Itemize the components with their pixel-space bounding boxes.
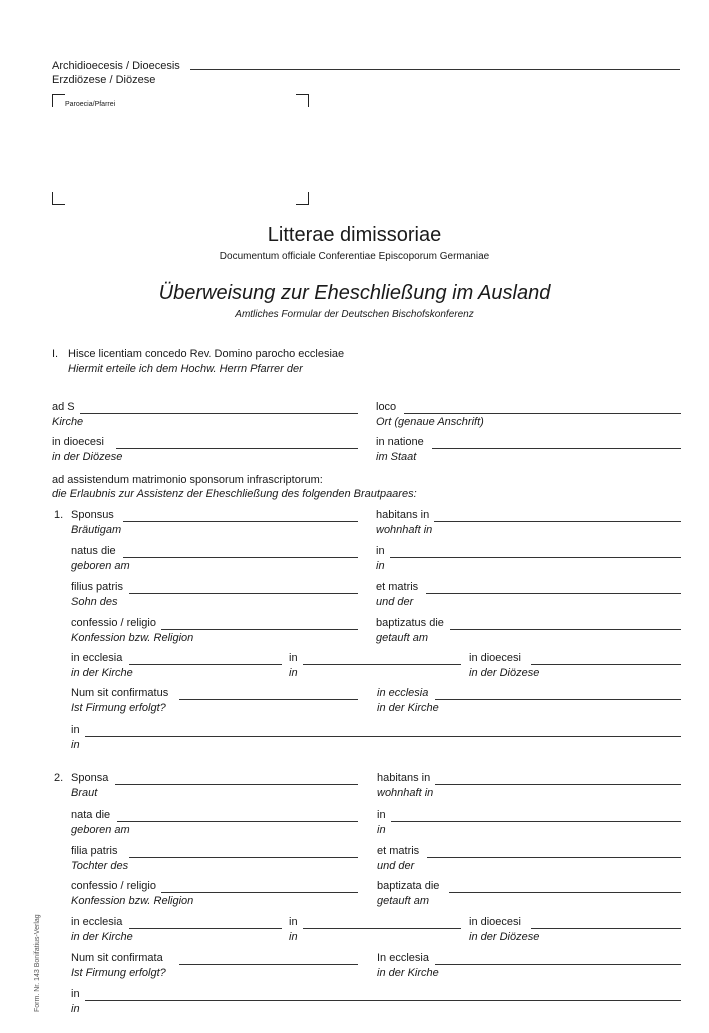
groom-confirmatus-label-de: Ist Firmung erfolgt? xyxy=(71,702,166,714)
bride-sponsa-input[interactable] xyxy=(115,784,358,785)
in-natione-input[interactable] xyxy=(432,448,681,449)
bride-confirm-place-label: in xyxy=(71,988,80,1000)
german-subtitle: Amtliches Formular der Deutschen Bischofskonferenz xyxy=(235,309,474,320)
bride-ecclesia-place-label: in xyxy=(289,916,298,928)
groom-birthplace-label: in xyxy=(376,545,385,557)
bride-confirm-place-label-de: in xyxy=(71,1003,80,1015)
groom-ecclesia-place-label-de: in xyxy=(289,667,298,679)
groom-confessio-input[interactable] xyxy=(161,629,358,630)
latin-subtitle: Documentum officiale Conferentiae Episcoporum Germaniae xyxy=(219,251,490,262)
archdiocese-field[interactable] xyxy=(190,69,680,70)
groom-confirm-ecclesia-input[interactable] xyxy=(435,699,681,700)
bride-father-label: filia patris xyxy=(71,845,118,857)
bride-nata-input[interactable] xyxy=(117,821,358,822)
loco-label: loco xyxy=(376,401,397,413)
bride-birthplace-label: in xyxy=(377,809,386,821)
bride-confessio-label-de: Konfession bzw. Religion xyxy=(71,895,194,907)
in-dioecesi-label-de: in der Diözese xyxy=(52,451,123,463)
loco-label-de: Ort (genaue Anschrift) xyxy=(376,416,484,428)
groom-number: 1. xyxy=(54,509,64,521)
groom-confirm-ecclesia-label-de: in der Kirche xyxy=(377,702,439,714)
groom-sponsus-label-de: Bräutigam xyxy=(71,524,122,536)
groom-ecclesia-label: in ecclesia xyxy=(71,652,123,664)
groom-mother-label-de: und der xyxy=(376,596,414,608)
bride-mother-label: et matris xyxy=(377,845,420,857)
bride-confirmata-input[interactable] xyxy=(179,964,358,965)
bride-dioecesi-label: in dioecesi xyxy=(469,916,521,928)
section-i-number: I. xyxy=(52,348,59,360)
bride-baptizata-input[interactable] xyxy=(449,892,681,893)
groom-confirm-place-label: in xyxy=(71,724,80,736)
ad-s-label-de: Kirche xyxy=(52,416,84,428)
ad-s-input[interactable] xyxy=(80,413,358,414)
bride-nata-label: nata die xyxy=(71,809,111,821)
address-corner-tl xyxy=(52,94,65,107)
parish-address-field[interactable] xyxy=(62,112,290,190)
archdiocese-label: Archidioecesis / Dioecesis xyxy=(52,60,180,72)
bride-ecclesia-label: in ecclesia xyxy=(71,916,123,928)
bride-baptizata-label-de: getauft am xyxy=(377,895,429,907)
groom-confessio-label: confessio / religio xyxy=(71,617,156,629)
bride-mother-input[interactable] xyxy=(427,857,681,858)
bride-sponsa-label: Sponsa xyxy=(71,772,109,784)
groom-baptizatus-label: baptizatus die xyxy=(376,617,444,629)
bride-birthplace-input[interactable] xyxy=(391,821,681,822)
archdiocese-label-de: Erzdiözese / Diözese xyxy=(52,74,156,86)
bride-confessio-input[interactable] xyxy=(161,892,358,893)
bride-mother-label-de: und der xyxy=(377,860,415,872)
address-corner-bl xyxy=(52,192,65,205)
bride-ecclesia-place-label-de: in xyxy=(289,931,298,943)
groom-birthplace-label-de: in xyxy=(376,560,385,572)
groom-dioecesi-label-de: in der Diözese xyxy=(469,667,540,679)
bride-dioecesi-label-de: in der Diözese xyxy=(469,931,540,943)
groom-baptizatus-input[interactable] xyxy=(450,629,681,630)
address-corner-tr xyxy=(296,94,309,107)
bride-confirmata-label: Num sit confirmata xyxy=(71,952,163,964)
bride-number: 2. xyxy=(54,772,64,784)
groom-birthplace-input[interactable] xyxy=(390,557,681,558)
groom-mother-input[interactable] xyxy=(426,593,681,594)
groom-confessio-label-de: Konfession bzw. Religion xyxy=(71,632,194,644)
in-dioecesi-input[interactable] xyxy=(116,448,358,449)
ad-s-label: ad S xyxy=(52,401,75,413)
groom-father-label: filius patris xyxy=(71,581,123,593)
groom-baptizatus-label-de: getauft am xyxy=(376,632,428,644)
groom-ecclesia-input[interactable] xyxy=(129,664,282,665)
groom-sponsus-input[interactable] xyxy=(123,521,358,522)
groom-dioecesi-input[interactable] xyxy=(531,664,681,665)
groom-sponsus-label: Sponsus xyxy=(71,509,114,521)
bride-habitans-input[interactable] xyxy=(435,784,681,785)
in-dioecesi-label: in dioecesi xyxy=(52,436,104,448)
form-number: Form. Nr. 143 Bonifatius-Verlag xyxy=(34,914,41,1012)
bride-confessio-label: confessio / religio xyxy=(71,880,156,892)
bride-confirm-place-input[interactable] xyxy=(85,1000,681,1001)
groom-father-label-de: Sohn des xyxy=(71,596,118,608)
loco-input[interactable] xyxy=(404,413,681,414)
groom-habitans-input[interactable] xyxy=(434,521,681,522)
bride-father-label-de: Tochter des xyxy=(71,860,129,872)
bride-birthplace-label-de: in xyxy=(377,824,386,836)
bride-confirm-ecclesia-label-de: in der Kirche xyxy=(377,967,439,979)
bride-ecclesia-place-input[interactable] xyxy=(303,928,461,929)
bride-habitans-label: habitans in xyxy=(377,772,431,784)
groom-confirm-place-input[interactable] xyxy=(85,736,681,737)
bride-father-input[interactable] xyxy=(129,857,358,858)
groom-natus-label-de: geboren am xyxy=(71,560,130,572)
groom-confirmatus-label: Num sit confirmatus xyxy=(71,687,169,699)
assist-german: die Erlaubnis zur Assistenz der Eheschließung des folgenden Brautpaares: xyxy=(52,488,417,500)
in-natione-label: in natione xyxy=(376,436,424,448)
groom-habitans-label-de: wohnhaft in xyxy=(376,524,433,536)
groom-ecclesia-place-label: in xyxy=(289,652,298,664)
bride-dioecesi-input[interactable] xyxy=(531,928,681,929)
bride-baptizata-label: baptizata die xyxy=(377,880,440,892)
bride-confirmata-label-de: Ist Firmung erfolgt? xyxy=(71,967,166,979)
groom-confirm-place-label-de: in xyxy=(71,739,80,751)
groom-ecclesia-place-input[interactable] xyxy=(303,664,461,665)
groom-father-input[interactable] xyxy=(129,593,358,594)
bride-sponsa-label-de: Braut xyxy=(71,787,98,799)
groom-ecclesia-label-de: in der Kirche xyxy=(71,667,133,679)
groom-confirmatus-input[interactable] xyxy=(179,699,358,700)
bride-confirm-ecclesia-input[interactable] xyxy=(435,964,681,965)
german-title: Überweisung zur Eheschließung im Ausland xyxy=(158,282,551,304)
bride-confirm-ecclesia-label: In ecclesia xyxy=(377,952,429,964)
parish-label: Paroecia/Pfarrei xyxy=(65,101,116,108)
groom-dioecesi-label: in dioecesi xyxy=(469,652,521,664)
latin-title: Litterae dimissoriae xyxy=(267,224,442,246)
section-i-intro-latin: Hisce licentiam concedo Rev. Domino parocho ecclesiae xyxy=(68,348,345,360)
bride-ecclesia-input[interactable] xyxy=(129,928,282,929)
groom-natus-label: natus die xyxy=(71,545,116,557)
bride-nata-label-de: geboren am xyxy=(71,824,130,836)
in-natione-label-de: im Staat xyxy=(376,451,417,463)
section-i-intro-german: Hiermit erteile ich dem Hochw. Herrn Pfarrer der xyxy=(68,363,303,375)
groom-natus-input[interactable] xyxy=(123,557,358,558)
groom-confirm-ecclesia-label: in ecclesia xyxy=(377,687,429,699)
groom-mother-label: et matris xyxy=(376,581,419,593)
address-corner-br xyxy=(296,192,309,205)
bride-ecclesia-label-de: in der Kirche xyxy=(71,931,133,943)
groom-habitans-label: habitans in xyxy=(376,509,430,521)
assist-latin: ad assistendum matrimonio sponsorum infrascriptorum: xyxy=(52,474,323,486)
bride-habitans-label-de: wohnhaft in xyxy=(377,787,434,799)
